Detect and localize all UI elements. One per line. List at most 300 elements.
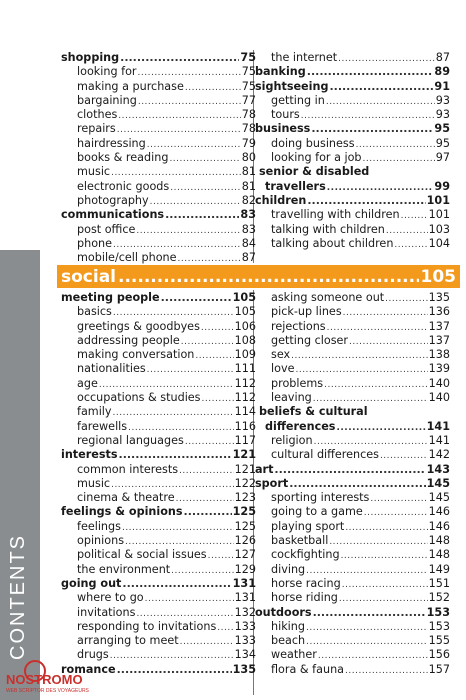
- leader-dots: [336, 421, 425, 435]
- leader-dots: [117, 123, 241, 137]
- toc-entry[interactable]: [61, 194, 256, 208]
- toc-entry[interactable]: [61, 548, 256, 562]
- toc-entry[interactable]: [61, 94, 256, 108]
- toc-entry[interactable]: [61, 405, 256, 419]
- toc-entry-label: weather: [271, 648, 317, 662]
- leader-dots: [195, 349, 233, 363]
- toc-section-heading[interactable]: [61, 208, 256, 222]
- leader-dots: [345, 521, 427, 535]
- logo-tagline: WEB SCRIPTOR DES VOYAGEURS: [6, 688, 89, 694]
- toc-entry-page: 153: [426, 605, 450, 619]
- leader-dots: [342, 578, 428, 592]
- toc-column-top-left: [61, 51, 256, 265]
- toc-entry[interactable]: [61, 305, 256, 319]
- toc-entry[interactable]: [255, 434, 450, 448]
- leader-dots: [291, 349, 428, 363]
- leader-dots: [314, 435, 428, 449]
- leader-dots: [327, 181, 434, 195]
- toc-entry-page: 109: [234, 348, 256, 362]
- toc-entry-label: the internet: [271, 51, 338, 64]
- toc-entry-label: going out: [61, 576, 122, 590]
- toc-entry[interactable]: [255, 634, 450, 648]
- toc-entry[interactable]: [61, 391, 256, 405]
- leader-dots: [289, 477, 425, 491]
- toc-entry-page: 151: [428, 576, 450, 590]
- toc-section-heading[interactable]: [255, 194, 450, 208]
- toc-entry-label: rejections: [271, 319, 326, 333]
- toc-entry-label: talking with children: [271, 222, 385, 236]
- toc-entry[interactable]: [61, 223, 256, 237]
- toc-entry[interactable]: [61, 477, 256, 491]
- toc-entry[interactable]: [61, 122, 256, 136]
- leader-dots: [329, 535, 427, 549]
- toc-entry[interactable]: [61, 65, 256, 79]
- toc-section-heading[interactable]: [61, 577, 256, 591]
- leader-dots: [313, 392, 428, 406]
- section-banner-social[interactable]: [57, 265, 460, 288]
- leader-dots: [401, 209, 428, 223]
- toc-entry-page: 80: [241, 151, 256, 165]
- toc-entry-page: 141: [428, 433, 450, 447]
- toc-entry-page: 77: [241, 93, 256, 107]
- toc-entry-page: 82: [241, 193, 256, 207]
- toc-entry-label: where to go: [77, 591, 144, 605]
- toc-entry-label: mobile/cell phone: [77, 251, 177, 265]
- toc-entry[interactable]: [255, 505, 450, 519]
- leader-dots: [343, 306, 428, 320]
- toc-entry-label: pick-up lines: [271, 305, 342, 319]
- toc-section-heading[interactable]: [255, 65, 450, 79]
- toc-entry-page: 140: [428, 391, 450, 405]
- leader-dots: [125, 535, 234, 549]
- toc-entry-label: beach: [271, 634, 306, 648]
- toc-entry-label: banking: [255, 65, 306, 79]
- toc-entry-page: 105: [232, 291, 256, 304]
- toc-entry-page: 156: [428, 648, 450, 662]
- toc-entry[interactable]: [255, 391, 450, 405]
- toc-entry[interactable]: [61, 420, 256, 434]
- toc-entry-page: 145: [428, 491, 450, 505]
- toc-entry-page: 75: [240, 51, 256, 64]
- toc-entry-page: 112: [234, 376, 256, 390]
- toc-entry-label: making conversation: [77, 348, 195, 362]
- toc-entry[interactable]: [61, 362, 256, 376]
- leader-dots: [301, 109, 435, 123]
- leader-dots: [136, 607, 233, 621]
- toc-entry[interactable]: [255, 520, 450, 534]
- toc-entry-page: 78: [241, 122, 256, 136]
- toc-entry-page: 83: [241, 222, 256, 236]
- toc-entry-label: love: [271, 362, 295, 376]
- toc-entry[interactable]: [61, 463, 256, 477]
- leader-dots: [171, 564, 233, 578]
- toc-entry-page: 125: [234, 519, 256, 533]
- leader-dots: [313, 606, 426, 620]
- toc-entry-page: 143: [426, 462, 450, 476]
- toc-entry-label: communications: [61, 208, 165, 222]
- toc-entry-page: 104: [428, 236, 450, 250]
- toc-entry-page: 121: [234, 462, 256, 476]
- toc-entry[interactable]: [61, 563, 256, 577]
- toc-entry-page: 91: [434, 79, 450, 93]
- toc-section-heading[interactable]: [255, 606, 450, 620]
- leader-dots: [185, 435, 234, 449]
- toc-entry[interactable]: [255, 620, 450, 634]
- leader-dots: [145, 592, 234, 606]
- toc-entry[interactable]: [61, 520, 256, 534]
- leader-dots: [386, 224, 428, 238]
- toc-entry-label: meeting people: [61, 291, 160, 304]
- leader-dots: [274, 463, 425, 477]
- toc-entry-label: occupations & studies: [77, 391, 201, 405]
- leader-dots: [122, 521, 234, 535]
- toc-entry-label: age: [77, 376, 98, 390]
- leader-dots: [150, 195, 241, 209]
- toc-entry[interactable]: [255, 591, 450, 605]
- leader-dots: [169, 152, 240, 166]
- toc-entry[interactable]: [61, 251, 256, 265]
- toc-entry[interactable]: [61, 180, 256, 194]
- toc-entry-page: 95: [434, 122, 450, 136]
- toc-entry[interactable]: [61, 491, 256, 505]
- toc-entry-label: outdoors: [255, 605, 312, 619]
- toc-entry-page: 135: [428, 291, 450, 304]
- leader-dots: [176, 492, 234, 506]
- toc-entry-label: senior & disabled: [259, 165, 370, 179]
- toc-entry-label: getting closer: [271, 333, 349, 347]
- toc-entry[interactable]: [61, 334, 256, 348]
- toc-section-heading[interactable]: [255, 165, 450, 179]
- toc-entry-label: sightseeing: [255, 79, 329, 93]
- leader-dots: [181, 335, 234, 349]
- toc-entry[interactable]: [255, 208, 450, 222]
- toc-entry[interactable]: [255, 320, 450, 334]
- toc-entry-label: clothes: [77, 108, 118, 122]
- toc-entry[interactable]: [255, 362, 450, 376]
- toc-entry[interactable]: [255, 491, 450, 505]
- leader-dots: [356, 138, 435, 152]
- toc-entry-label: drugs: [77, 648, 109, 662]
- toc-entry-page: 114: [234, 405, 256, 419]
- toc-entry-page: 103: [428, 222, 450, 236]
- leader-dots: [364, 506, 428, 520]
- toc-entry-label: books & reading: [77, 151, 169, 165]
- leader-dots: [370, 492, 427, 506]
- toc-entry-page: 87: [241, 251, 256, 265]
- toc-entry-page: 101: [428, 208, 450, 222]
- toc-entry-label: cockfighting: [271, 548, 340, 562]
- leader-dots: [307, 194, 425, 208]
- toc-entry[interactable]: [61, 606, 256, 620]
- toc-entry[interactable]: [255, 237, 450, 251]
- toc-entry-label: invitations: [77, 605, 136, 619]
- toc-entry[interactable]: [255, 108, 450, 122]
- toc-entry-label: political & social issues: [77, 548, 207, 562]
- leader-dots: [185, 81, 241, 95]
- toc-section-heading[interactable]: [255, 122, 450, 136]
- toc-entry-label: romance: [61, 662, 116, 676]
- leader-dots: [111, 478, 234, 492]
- leader-dots: [161, 291, 232, 305]
- toc-entry[interactable]: [61, 634, 256, 648]
- toc-entry-label: leaving: [271, 391, 312, 405]
- toc-entry-page: 79: [241, 136, 256, 150]
- toc-entry[interactable]: [255, 377, 450, 391]
- leader-dots: [165, 208, 239, 222]
- leader-dots: [380, 449, 428, 463]
- toc-entry-label: shopping: [61, 51, 120, 64]
- toc-section-heading[interactable]: [61, 505, 256, 519]
- toc-entry-page: 87: [435, 51, 450, 64]
- leader-dots: [324, 378, 428, 392]
- leader-dots: [136, 224, 240, 238]
- toc-section-heading[interactable]: [255, 463, 450, 477]
- leader-dots: [128, 421, 234, 435]
- toc-entry-page: 97: [435, 151, 450, 165]
- toc-section-heading[interactable]: [255, 420, 450, 434]
- toc-entry-page: 135: [232, 662, 256, 676]
- toc-entry[interactable]: [255, 563, 450, 577]
- leader-dots: [363, 152, 435, 166]
- toc-entry-page: 99: [434, 179, 450, 193]
- leader-dots: [338, 52, 435, 66]
- toc-entry[interactable]: [255, 534, 450, 548]
- toc-section-heading[interactable]: [61, 291, 256, 305]
- toc-entry-label: addressing people: [77, 333, 180, 347]
- toc-entry-page: 108: [234, 333, 256, 347]
- toc-entry-label: playing sport: [271, 519, 345, 533]
- toc-entry-page: 116: [234, 419, 256, 433]
- leader-dots: [329, 80, 433, 94]
- leader-dots: [208, 549, 234, 563]
- toc-entry[interactable]: [61, 348, 256, 362]
- leader-dots: [147, 138, 241, 152]
- toc-entry[interactable]: [61, 620, 256, 634]
- toc-entry-label: art: [255, 462, 274, 476]
- banner-leader-dots: [118, 267, 418, 287]
- toc-entry-page: 105: [234, 305, 256, 319]
- toc-section-heading[interactable]: [255, 180, 450, 194]
- toc-entry-page: 84: [241, 236, 256, 250]
- toc-entry-label: asking someone out: [271, 291, 385, 304]
- toc-entry[interactable]: [61, 137, 256, 151]
- leader-dots: [327, 321, 428, 335]
- toc-entry[interactable]: [61, 534, 256, 548]
- toc-entry-page: 137: [428, 333, 450, 347]
- logo-name: NOSTROMO: [6, 672, 83, 687]
- toc-entry[interactable]: [61, 237, 256, 251]
- toc-entry[interactable]: [255, 291, 450, 305]
- toc-entry-page: 93: [435, 108, 450, 122]
- toc-entry[interactable]: [61, 320, 256, 334]
- leader-dots: [180, 635, 234, 649]
- toc-entry-label: flora & fauna: [271, 662, 345, 676]
- toc-section-heading[interactable]: [255, 477, 450, 491]
- toc-entry-label: basics: [77, 305, 112, 319]
- toc-entry-label: cultural differences: [271, 448, 379, 462]
- banner-label: social: [61, 266, 117, 287]
- toc-entry[interactable]: [255, 577, 450, 591]
- toc-entry-page: 133: [234, 619, 256, 633]
- toc-column-top-right: [255, 51, 450, 251]
- toc-entry[interactable]: [255, 348, 450, 362]
- toc-entry-label: photography: [77, 193, 149, 207]
- toc-entry-page: 136: [428, 305, 450, 319]
- toc-entry-page: 131: [232, 576, 256, 590]
- toc-entry-label: travelling with children: [271, 208, 400, 222]
- toc-entry-label: hiking: [271, 619, 305, 633]
- leader-dots: [117, 663, 232, 677]
- toc-column-bottom-left: [61, 291, 256, 677]
- toc-entry-page: 133: [234, 634, 256, 648]
- toc-entry-label: making a purchase: [77, 79, 184, 93]
- toc-entry-page: 81: [241, 179, 256, 193]
- leader-dots: [99, 378, 234, 392]
- toc-entry-label: basketball: [271, 534, 329, 548]
- toc-entry-page: 93: [435, 93, 450, 107]
- toc-entry-page: 129: [234, 562, 256, 576]
- leader-dots: [345, 664, 428, 678]
- toc-entry-page: 101: [426, 193, 450, 207]
- toc-entry-page: 145: [426, 476, 450, 490]
- toc-entry[interactable]: [61, 151, 256, 165]
- toc-section-heading[interactable]: [61, 51, 256, 65]
- toc-entry-label: phone: [77, 236, 113, 250]
- toc-entry[interactable]: [61, 80, 256, 94]
- toc-entry[interactable]: [61, 648, 256, 662]
- toc-entry[interactable]: [255, 548, 450, 562]
- toc-entry-page: 155: [428, 634, 450, 648]
- toc-entry[interactable]: [255, 448, 450, 462]
- toc-entry-label: looking for: [77, 65, 137, 79]
- toc-entry-label: the environment: [77, 562, 171, 576]
- toc-entry-page: 134: [234, 648, 256, 662]
- leader-dots: [307, 65, 434, 79]
- toc-entry-page: 112: [234, 391, 256, 405]
- toc-section-heading[interactable]: [61, 663, 256, 677]
- toc-entry-page: 81: [241, 165, 256, 179]
- leader-dots: [147, 363, 234, 377]
- toc-entry-page: 139: [428, 362, 450, 376]
- toc-entry-label: repairs: [77, 122, 116, 136]
- toc-entry-label: feelings & opinions: [61, 505, 183, 519]
- toc-entry-label: cinema & theatre: [77, 491, 175, 505]
- toc-entry-label: business: [255, 122, 311, 136]
- toc-entry-page: 141: [426, 419, 450, 433]
- toc-section-heading[interactable]: [61, 448, 256, 462]
- leader-dots: [138, 95, 241, 109]
- leader-dots: [110, 649, 234, 663]
- toc-entry-page: 132: [234, 605, 256, 619]
- leader-dots: [113, 306, 234, 320]
- toc-entry-label: tours: [271, 108, 300, 122]
- toc-entry-page: 121: [232, 448, 256, 462]
- toc-entry-label: getting in: [271, 93, 325, 107]
- contents-sidebar: [0, 250, 40, 700]
- toc-entry-page: 78: [241, 108, 256, 122]
- toc-entry-page: 75: [241, 79, 256, 93]
- leader-dots: [349, 335, 428, 349]
- toc-section-heading[interactable]: [255, 80, 450, 94]
- toc-entry-label: diving: [271, 562, 306, 576]
- toc-entry[interactable]: [61, 377, 256, 391]
- leader-dots: [306, 621, 428, 635]
- toc-entry-label: arranging to meet: [77, 634, 179, 648]
- leader-dots: [311, 122, 433, 136]
- leader-dots: [118, 109, 240, 123]
- toc-entry-label: horse riding: [271, 591, 338, 605]
- toc-entry[interactable]: [61, 591, 256, 605]
- toc-entry-page: 89: [434, 65, 450, 79]
- toc-entry-label: post office: [77, 222, 136, 236]
- toc-entry[interactable]: [255, 151, 450, 165]
- toc-entry[interactable]: [255, 94, 450, 108]
- toc-entry-label: sport: [255, 476, 289, 490]
- toc-entry-label: responding to invitations: [77, 619, 217, 633]
- toc-entry-label: hairdressing: [77, 136, 146, 150]
- toc-entry-label: bargaining: [77, 93, 137, 107]
- toc-entry-label: common interests: [77, 462, 179, 476]
- toc-entry-label: interests: [61, 448, 118, 462]
- toc-entry[interactable]: [61, 108, 256, 122]
- toc-entry-page: 140: [428, 376, 450, 390]
- toc-entry[interactable]: [255, 648, 450, 662]
- toc-entry-page: 148: [428, 548, 450, 562]
- toc-entry[interactable]: [255, 137, 450, 151]
- toc-entry[interactable]: [255, 51, 450, 65]
- toc-entry-page: 95: [435, 136, 450, 150]
- leader-dots: [119, 448, 232, 462]
- toc-section-heading[interactable]: [255, 405, 450, 419]
- toc-entry-page: 122: [234, 476, 256, 490]
- toc-entry[interactable]: [255, 663, 450, 677]
- leader-dots: [306, 564, 428, 578]
- leader-dots: [113, 238, 241, 252]
- leader-dots: [111, 166, 241, 180]
- toc-entry[interactable]: [255, 223, 450, 237]
- toc-entry-label: electronic goods: [77, 179, 170, 193]
- toc-entry-label: sporting interests: [271, 491, 370, 505]
- toc-entry-label: greetings & goodbyes: [77, 319, 200, 333]
- toc-entry-label: music: [77, 165, 111, 179]
- toc-entry[interactable]: [61, 434, 256, 448]
- toc-entry-label: opinions: [77, 534, 125, 548]
- toc-entry-label: music: [77, 476, 111, 490]
- banner-page: 105: [420, 266, 456, 287]
- toc-entry-page: 153: [428, 619, 450, 633]
- leader-dots: [120, 51, 239, 65]
- toc-entry-page: 146: [428, 505, 450, 519]
- leader-dots: [113, 406, 234, 420]
- toc-entry-label: going to a game: [271, 505, 363, 519]
- toc-entry-page: 117: [234, 433, 256, 447]
- toc-entry[interactable]: [61, 165, 256, 179]
- toc-entry-label: looking for a job: [271, 151, 362, 165]
- leader-dots: [306, 635, 428, 649]
- toc-entry-page: 138: [428, 348, 450, 362]
- leader-dots: [341, 549, 428, 563]
- toc-entry-label: family: [77, 405, 112, 419]
- toc-entry[interactable]: [255, 334, 450, 348]
- toc-column-bottom-right: [255, 291, 450, 677]
- toc-entry-page: 157: [428, 662, 450, 676]
- toc-entry-page: 131: [234, 591, 256, 605]
- toc-entry-label: horse racing: [271, 576, 341, 590]
- toc-entry-page: 125: [232, 505, 256, 519]
- toc-entry-page: 142: [428, 448, 450, 462]
- toc-entry-label: children: [255, 193, 307, 207]
- toc-entry[interactable]: [255, 305, 450, 319]
